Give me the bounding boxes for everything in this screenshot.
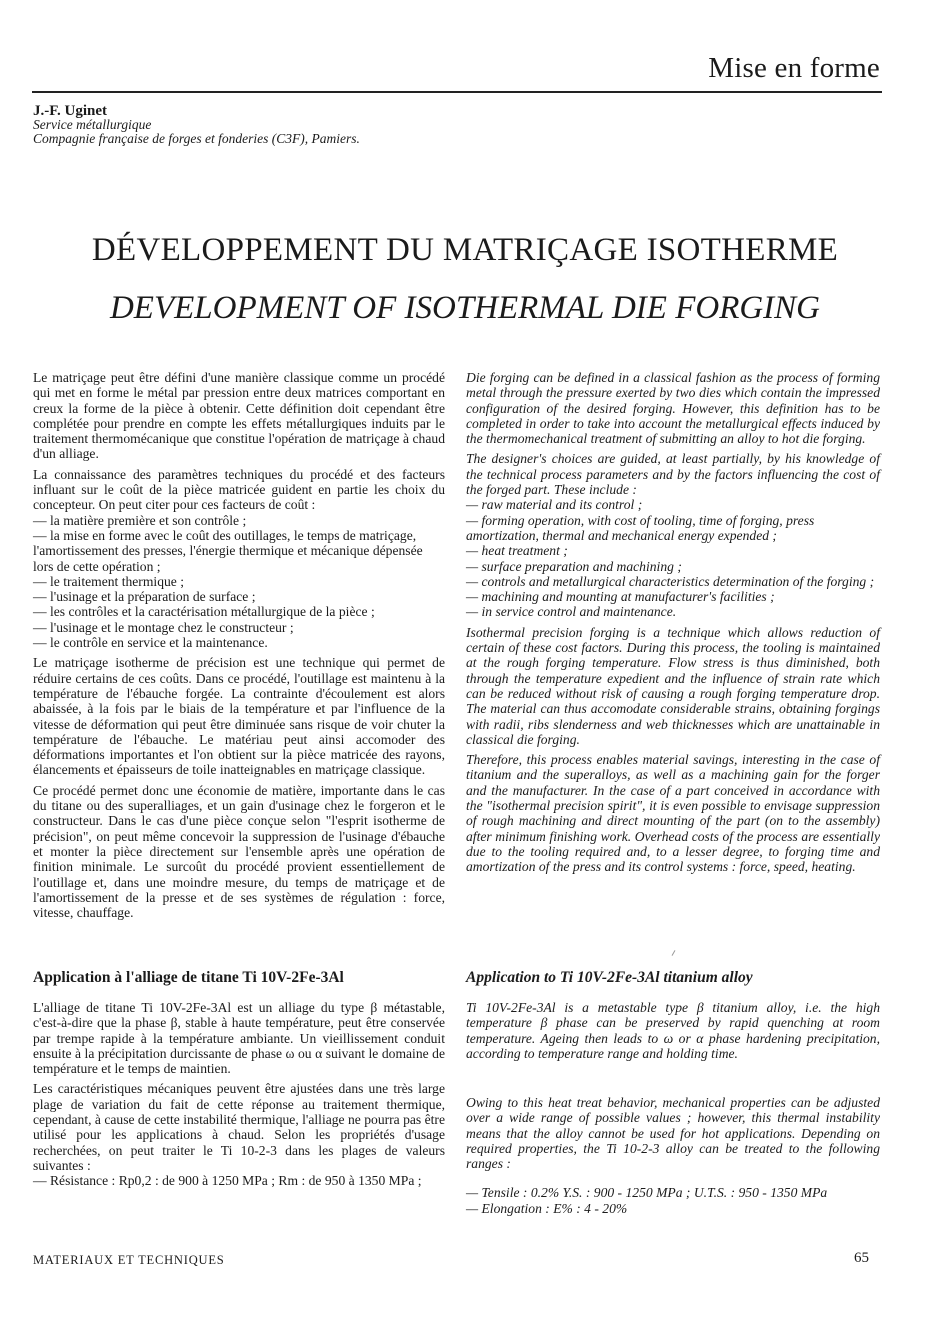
french-application-heading: Application à l'alliage de titane Ti 10V-2Fe-3Al	[33, 969, 344, 986]
french-list-item: — le contrôle en service et la maintenance.	[33, 635, 268, 651]
header-rule	[32, 91, 882, 93]
english-list-item: — surface preparation and machining ;	[466, 558, 682, 574]
french-paragraph-3: Le matriçage isotherme de précision est une technique qui permet de réduire certains de ces coûts. Dans ce procédé, l'outillage est maintenu à la température de l'ébauche forgée. La contrainte d'écoulement est alors abaissée, à la fois par le biais de la température et par l'influence de la vitesse de déformation qui peut être diminuée sans risque de voir chuter la température de l'ébauche. Le matériau peut ainsi accomoder des déformations importantes et l'on obtient sur la pièce matricée des rayons, élancements et épaisseurs de toile inatteignables en matriçage classique.	[33, 655, 445, 778]
english-paragraph-2: The designer's choices are guided, at least partially, by his knowledge of the technical process parameters and by the factors influencing the cost of the forged part. These include :	[466, 451, 880, 498]
english-list-item: — in service control and maintenance.	[466, 604, 677, 620]
section-title: Mise en forme	[708, 52, 880, 84]
french-paragraph-6: Les caractéristiques mécaniques peuvent être ajustées dans une très large plage de variation du fait de cette réponse au traitement thermique, cependant, à cause de cette instabilité thermique, l'alliage ne pourra pas être utilisé pour les applications à chaud. Selon les propriétés d'usage recherchées, on peut traiter le Ti 10-2-3 dans les plages de valeurs suivantes :	[33, 1081, 445, 1173]
english-paragraph-3: Isothermal precision forging is a technique which allows reduction of certain of these cost factors. During this process, the tooling is maintained at the rough forging temperature. Flow stress is thus diminished, both through the temperature expedient and the influence of strain rate which can be reduced without risk of causing a rough forging temperature drop. The material can thus accomodate considerable strains, obtaining forgings with radii, ribs slenderness and web thicknesses which are unattainable in classical die forging.	[466, 624, 880, 747]
english-list-item: — machining and mounting at manufacturer's facilities ;	[466, 589, 775, 605]
english-application-column-2	[466, 1095, 880, 1216]
french-list-item: — l'usinage et la préparation de surface ;	[33, 589, 256, 605]
author-affiliation-1: Service métallurgique	[33, 117, 152, 132]
author-affiliation-2: Compagnie française de forges et fonderies (C3F), Pamiers.	[33, 131, 360, 146]
french-list-item: — les contrôles et la caractérisation métallurgique de la pièce ;	[33, 604, 375, 620]
french-list-resistance: — Résistance : Rp0,2 : de 900 à 1250 MPa ; Rm : de 950 à 1350 MPa ;	[33, 1173, 422, 1189]
english-paragraph-5: Ti 10V-2Fe-3Al is a metastable type β titanium alloy, i.e. the high temperature β phase can be preserved by rapid quenching at room temperature. Ageing then leads to ω or α phase hardening precipitation, according to temperature range and holding time.	[466, 1000, 880, 1061]
english-list-item: — heat treatment ;	[466, 543, 568, 559]
english-application-column	[466, 1000, 880, 1066]
english-application-heading: Application to Ti 10V-2Fe-3Al titanium alloy	[466, 969, 753, 986]
title-french: DÉVELOPPEMENT DU MATRIÇAGE ISOTHERME	[91, 232, 839, 268]
french-list-item: — la matière première et son contrôle ;	[33, 512, 247, 528]
french-paragraph-5: L'alliage de titane Ti 10V-2Fe-3Al est un alliage du type β métastable, c'est-à-dire que la phase β, stable à haute température, peut être conservée par trempe rapide à la température ambiante. Un vieillissement conduit ensuite à la précipitation durcissante de phase ω ou α suivant le domaine de température et le temps de maintien.	[33, 1000, 445, 1077]
french-application-column	[33, 1000, 445, 1189]
french-list-item: — la mise en forme avec le coût des outillages, le temps de matriçage, l'amortissement des presses, l'énergie thermique et mécanique dépensée lors de cette opération ;	[33, 527, 423, 574]
english-list-tensile: — Tensile : 0.2% Y.S. : 900 - 1250 MPa ; U.T.S. : 950 - 1350 MPa	[466, 1185, 828, 1201]
english-paragraph-4: Therefore, this process enables material savings, interesting in the case of titanium and the superalloys, as well as a machining gain for the forger and the manufacturer. In the case of a part conceived in accordance with the "isothermal precision spirit", it is even possible to envisage suppression of rough machining and direct mounting of the part (on to the assembly) after minimum finishing work. Overhead costs of the process are essentially due to the tooling required and, to a lesser degree, to forging time and amortization of the press and its control systems : force, speed, heating.	[466, 752, 880, 875]
french-column	[33, 370, 445, 925]
french-paragraph-1: Le matriçage peut être défini d'une manière classique comme un procédé qui met en forme le métal par pression entre deux matrices comportant en creux la forme de la pièce à obtenir. Cette définition doit cependant être complétée pour prendre en compte les effets métallurgiques induits par le traitement thermomécanique que constitue l'opération de matriçage à chaud d'un alliage.	[33, 370, 445, 462]
page-number: 65	[854, 1250, 869, 1266]
french-paragraph-4: Ce procédé permet donc une économie de matière, importante dans le cas du titane ou des superalliages, et un gain d'usinage chez le forgeron et le constructeur. Dans le cas d'une pièce conçue selon "l'esprit isotherme de précision", on peut même concevoir la suppression de l'usinage d'ébauche et monter la pièce directement sur l'ensemble après une opération de finition minimale. Le surcoût du procédé provient essentiellement de l'outillage et, dans une moindre mesure, du temps de matriçage et de l'amortissement de la presse et de ses systèmes de régulation : force, vitesse, chauffage.	[33, 782, 445, 921]
author-name: J.-F. Uginet	[33, 103, 108, 119]
french-paragraph-2: La connaissance des paramètres techniques du procédé et des facteurs influant sur le coût de la pièce matricée guident en partie les choix du concepteur. On peut citer pour ces facteurs de coût :	[33, 466, 445, 513]
english-list-elongation: — Elongation : E% : 4 - 20%	[466, 1200, 628, 1216]
english-list-item: — controls and metallurgical characteristics determination of the forging ;	[466, 573, 875, 589]
french-list-item: — l'usinage et le montage chez le constructeur ;	[33, 619, 294, 635]
author-block	[33, 104, 360, 146]
english-column	[466, 370, 880, 880]
print-speck	[672, 950, 676, 956]
title-english: DEVELOPMENT OF ISOTHERMAL DIE FORGING	[109, 290, 821, 326]
english-list-item: — forming operation, with cost of tooling, time of forging, press amortization, thermal and mechanical energy expended ;	[466, 512, 815, 543]
english-paragraph-6: Owing to this heat treat behavior, mechanical properties can be adjusted over a wide range of possible values ; however, this thermal instability means that the alloy cannot be used for hot applications. Depending on required properties, the Ti 10-2-3 alloy can be treated to the following ranges :	[466, 1095, 880, 1172]
english-paragraph-1: Die forging can be defined in a classical fashion as the process of forming metal through the pressure exerted by two dies which contain the impressed configuration of the desired forging. However, this definition has to be completed in order to take into account the metallurgical effects induced by the thermomechanical treatment of submitting an alloy to hot die forging.	[466, 370, 880, 447]
french-list-item: — le traitement thermique ;	[33, 573, 184, 589]
journal-name: MATERIAUX ET TECHNIQUES	[33, 1253, 225, 1267]
english-list-item: — raw material and its control ;	[466, 497, 643, 513]
